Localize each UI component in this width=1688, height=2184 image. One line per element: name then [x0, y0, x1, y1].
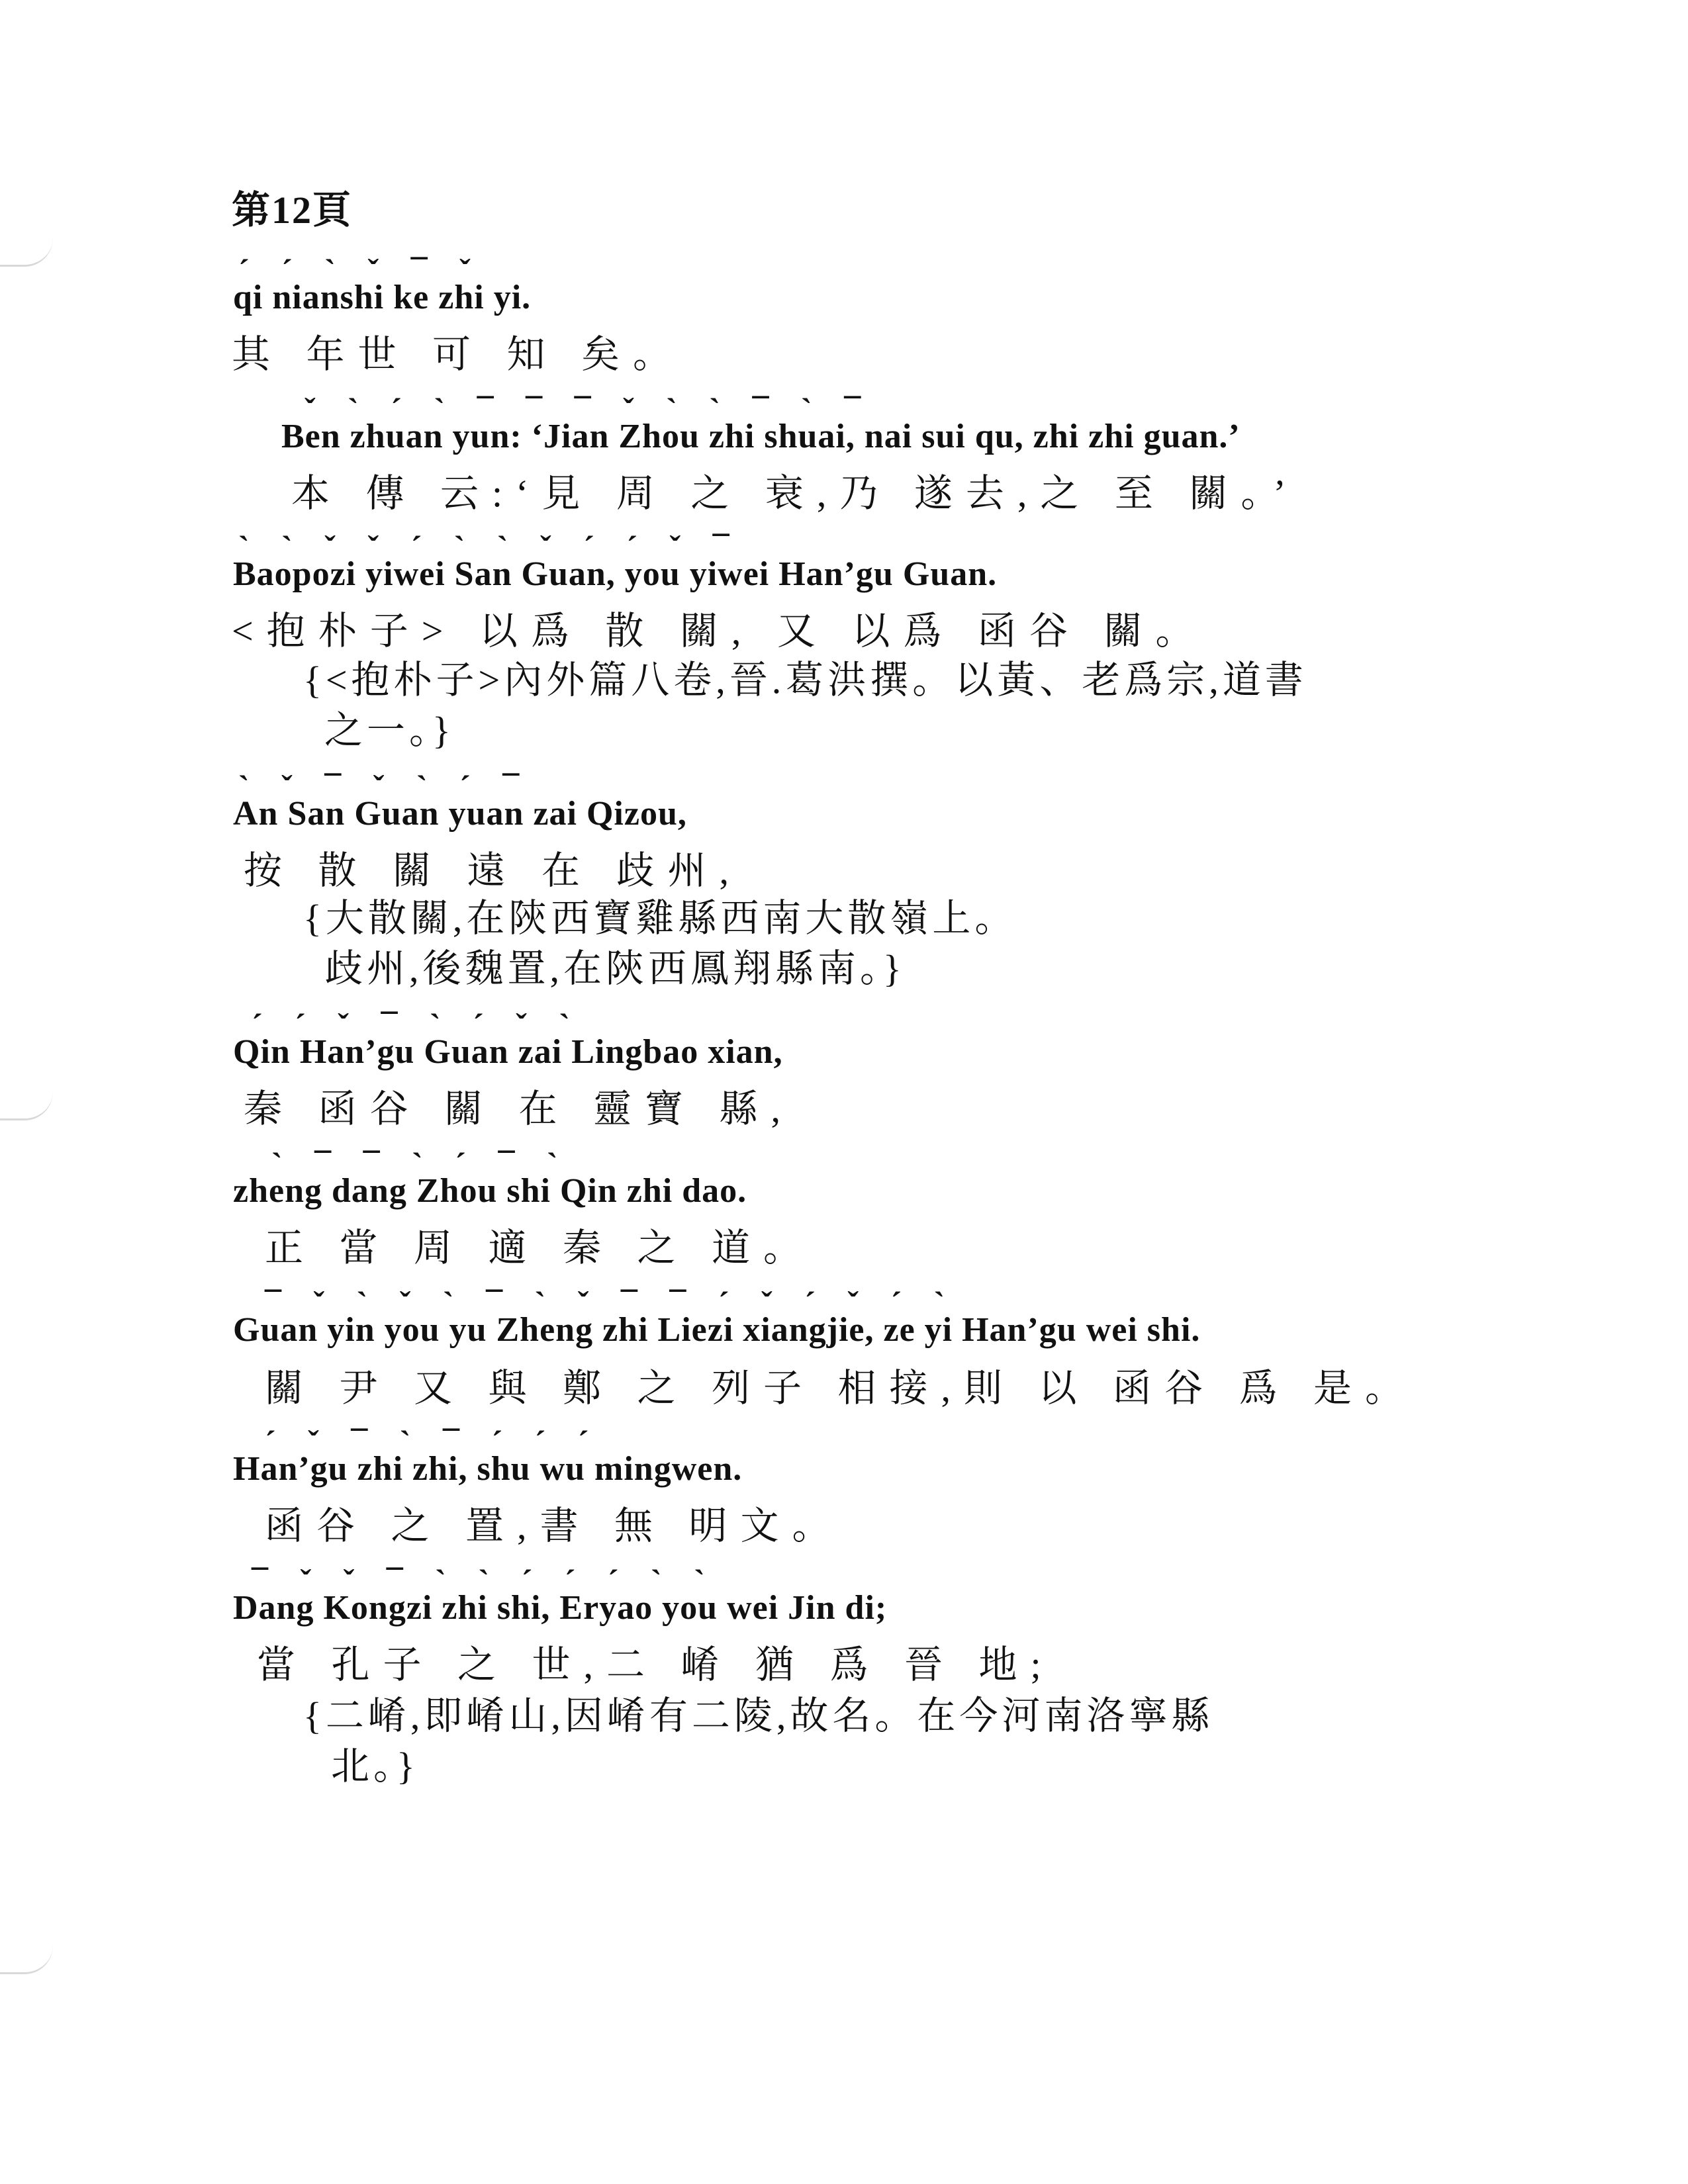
hanzi-line: 按 散 關 遠 在 歧州, — [244, 849, 743, 892]
pinyin-line: An San Guan yuan zai Qizou, — [233, 795, 687, 833]
hanzi-line: 秦 函谷 關 在 靈寶 縣, — [244, 1087, 794, 1130]
tone-marks: ¯ ˇ ˋ ˇ ˋ ¯ ˋ ˇ ¯ ¯ ˊ ˇ ˊ ˇ ˊ ˋ — [265, 1285, 957, 1322]
pinyin-line: qi nianshi ke zhi yi. — [233, 279, 532, 316]
hanzi-line: 函谷 之 置,書 無 明文。 — [265, 1504, 844, 1547]
tone-marks: ˋ ˇ ¯ ˇ ˋ ˊ ¯ — [238, 768, 532, 805]
pinyin-line: Ben zhuan yun: ‘Jian Zhou zhi shuai, nai sui qu, zhi zhi guan.’ — [281, 418, 1241, 455]
hanzi-line: 正 當 周 適 秦 之 道。 — [265, 1226, 816, 1269]
hanzi-line: 其 年世 可 知 矣。 — [232, 333, 685, 376]
annotation-note: 之一。} — [324, 709, 455, 752]
annotation-note: {大散關,在陝西寶雞縣西南大散嶺上。 — [303, 897, 1017, 940]
pinyin-line: Baopozi yiwei San Guan, you yiwei Han’gu Guan. — [233, 555, 998, 593]
annotation-note: {<抱朴子>內外篇八卷,晉.葛洪撰。以黃、老爲宗,道書 — [303, 659, 1307, 702]
pinyin-line: zheng dang Zhou shi Qin zhi dao. — [233, 1172, 747, 1210]
binder-hole-mark — [0, 238, 53, 267]
hanzi-line: 本 傳 云:‘見 周 之 衰,乃 遂去,之 至 關。’ — [291, 472, 1299, 515]
page-title: 第12頁 — [232, 189, 353, 232]
pinyin-line: Qin Han’gu Guan zai Lingbao xian, — [233, 1033, 783, 1071]
binder-hole-mark — [0, 1092, 53, 1120]
annotation-note: {二崤,即崤山,因崤有二陵,故名。在今河南洛寧縣 — [303, 1694, 1214, 1737]
tone-marks: ˊ ˇ ¯ ˋ ¯ ˊ ˊ ˊ — [265, 1424, 601, 1461]
hanzi-line: 關 尹 又 與 鄭 之 列子 相接,則 以 函谷 爲 是。 — [265, 1367, 1417, 1410]
annotation-note: 歧州,後魏置,在陝西鳳翔縣南。} — [324, 947, 906, 990]
pinyin-line: Guan yin you yu Zheng zhi Liezi xiangjie, ze yi Han’gu wei shi. — [233, 1311, 1201, 1349]
pinyin-line: Dang Kongzi zhi shi, Eryao you wei Jin di; — [233, 1589, 888, 1627]
tone-marks: ¯ ˇ ˇ ¯ ˋ ˋ ˊ ˊ ˊ ˋ ˋ — [252, 1563, 717, 1600]
tone-marks: ˋ ¯ ¯ ˋ ˊ ¯ ˋ — [271, 1146, 570, 1183]
tone-marks: ˊ ˊ ˇ ¯ ˋ ˊ ˇ ˋ — [252, 1007, 583, 1044]
tone-marks: ˇ ˋ ˊ ˋ ¯ ¯ ¯ ˇ ˋ ˋ ¯ ˋ ¯ — [305, 391, 873, 428]
pinyin-line: Han’gu zhi zhi, shu wu mingwen. — [233, 1450, 743, 1488]
tone-marks: ˊ ˊ ˋ ˇ ¯ ˇ — [238, 252, 483, 289]
hanzi-line: 當 孔子 之 世,二 崤 猶 爲 晉 地; — [257, 1643, 1055, 1686]
annotation-note: 北。} — [331, 1745, 419, 1788]
hanzi-line: <抱朴子> 以爲 散 關, 又 以爲 函谷 關。 — [232, 610, 1207, 653]
binder-hole-mark — [0, 1946, 53, 1974]
tone-marks: ˋ ˋ ˇ ˇ ˊ ˋ ˋ ˇ ˊ ˊ ˇ ¯ — [238, 529, 741, 566]
